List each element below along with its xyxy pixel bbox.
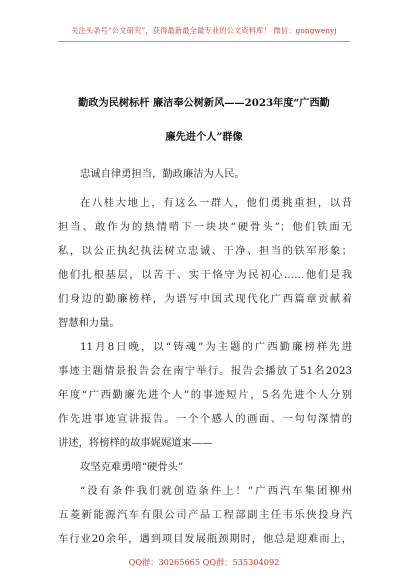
footer-contact: QQ群：30265665 QQ群：535304092	[128, 557, 280, 567]
header-promo-note: 关注头条号“公文研究”，获得最新最全最专业的公文资料库！ 微信：gongwenyj	[71, 26, 337, 35]
body-section-heading: 攻坚克难勇啃“硬骨头”	[80, 461, 184, 473]
body-line-16: 车行业20余年，遇到项目发展瓶颈期时，他总是迎难而上，	[58, 533, 352, 545]
body-line-5: 他们扎根基层，以苦干、实干恪守为民初心……他们是我	[58, 269, 352, 281]
body-line-15: 五菱新能源汽车有限公司产品工程部副主任韦乐侠投身汽	[58, 509, 352, 521]
body-line-14: “没有条件我们就创造条件上！”广西汽车集团柳州	[80, 485, 352, 497]
body-line-3: 担当、敢作为的热情啃下一块块“硬骨头”；他们铁面无	[58, 221, 352, 233]
header-divider	[58, 41, 350, 42]
document-title-line-1: 勤政为民树标杆 廉洁奉公树新风——2023年度“广西勤	[78, 97, 330, 109]
body-line-10: 年度“广西勤廉先进个人”的事迹短片，5名先进个人分别	[58, 389, 352, 401]
body-line-1: 忠诚自律勇担当，勤政廉洁为人民。	[80, 168, 245, 180]
body-line-2: 在八桂大地上，有这么一群人，他们勇挑重担，以昔	[80, 197, 352, 209]
body-line-6: 们身边的勤廉榜样，为谱写中国式现代化广西篇章贡献着	[58, 293, 352, 305]
body-line-9: 事迹主题情景报告会在南宁举行。报告会播放了51名2023	[58, 365, 352, 377]
body-line-4: 私，以公正执纪执法树立忠诚、干净、担当的铁军形象；	[58, 245, 352, 257]
body-line-11: 作先进事迹宣讲报告。一个个感人的画面、一句句深情的	[58, 413, 352, 425]
body-line-12: 讲述，将榜样的故事娓娓道来——	[58, 437, 213, 449]
body-line-8: 11月8日晚，以“铸魂”为主题的广西勤廉榜样先进	[80, 341, 352, 353]
document-title-line-2: 廉先进个人”群像	[165, 131, 243, 143]
body-line-7: 智慧和力量。	[58, 317, 120, 329]
